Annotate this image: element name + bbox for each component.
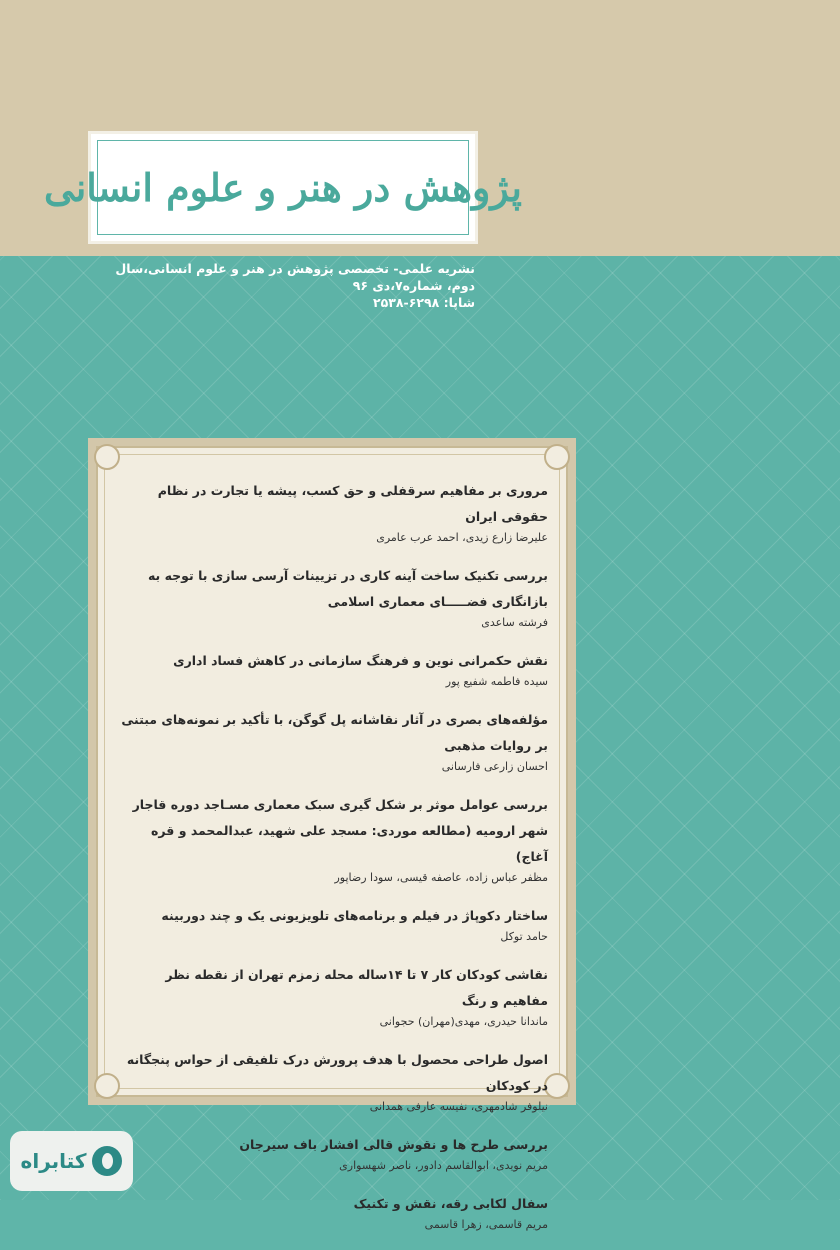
article-item <box>120 1132 548 1174</box>
corner-ornament-icon <box>94 1073 120 1099</box>
article-title: نقش حکمرانی نوین و فرهنگ سازمانی در کاهش فساد اداری <box>173 653 548 668</box>
article-item <box>120 478 548 546</box>
article-title: سفال لکابی رقه، نقش و تکنیک <box>353 1196 548 1211</box>
article-title: مروری بر مفاهیم سرقفلی و حق کسب، پیشه یا تجارت در نظام حقوقی ایران <box>157 483 548 524</box>
article-authors: سیده فاطمه شفیع پور <box>445 675 548 688</box>
article-authors: مریم نویدی، ابوالقاسم دادور، ناصر شهسواری <box>339 1159 548 1172</box>
article-title: مؤلفه‌های بصری در آثار نقاشانه پل گوگن، با تأکید بر نمونه‌های مبتنی بر روایات مذهبی <box>121 712 548 753</box>
article-list <box>120 478 548 1250</box>
article-authors: علیرضا زارع زیدی، احمد عرب عامری <box>376 531 548 544</box>
book-logo-icon <box>92 1146 122 1176</box>
article-item <box>120 792 548 886</box>
article-authors: ماندانا حیدری، مهدی(مهران) حجوانی <box>379 1015 548 1028</box>
journal-issn-line: شاپا: ۶۲۹۸-۲۵۳۸ <box>373 295 475 310</box>
article-title: نقاشی کودکان کار ۷ تا ۱۴ساله محله زمزم تهران از نقطه نظر مفاهیم و رنگ <box>165 967 548 1008</box>
article-item <box>120 1047 548 1115</box>
table-of-contents-frame <box>96 446 568 1231</box>
publisher-logo-badge[interactable] <box>10 1131 133 1191</box>
article-authors: مریم قاسمی، زهرا قاسمی <box>424 1218 548 1231</box>
article-item <box>120 707 548 775</box>
article-title: بررسی تکنیک ساخت آینه کاری در تزیینات آرسی سازی با توجه به بازانگاری فضـــــای معماری اسلامی <box>147 568 548 609</box>
article-title: ساختار دکوپاژ در فیلم و برنامه‌های تلویزیونی یک و چند دوربینه <box>161 908 548 923</box>
corner-ornament-icon <box>94 444 120 470</box>
article-item <box>120 648 548 690</box>
article-item <box>120 1191 548 1233</box>
article-authors: احسان زارعی فارسانی <box>441 760 548 773</box>
journal-title-frame <box>44 140 522 235</box>
journal-info <box>90 260 475 311</box>
article-item <box>120 563 548 631</box>
article-item <box>120 962 548 1030</box>
corner-ornament-icon <box>544 444 570 470</box>
article-title: بررسی طرح ها و نقوش قالی افشار باف سیرجان <box>239 1137 548 1152</box>
journal-title-box <box>44 131 522 244</box>
article-authors: نیلوفر شادمهری، نفیسه عارفی همدانی <box>369 1100 548 1113</box>
publisher-logo-text: کتابراه <box>20 1149 87 1173</box>
article-title: اصول طراحی محصول با هدف پرورش درک تلفیقی از حواس پنجگانه در کودکان <box>126 1052 548 1093</box>
article-authors: فرشته ساعدی <box>481 616 548 629</box>
article-item <box>120 903 548 945</box>
article-title: بررسی عوامل موثر بر شکل گیری سبک معماری مسـاجد دوره قاجار شهر ارومیه (مطالعه موردی: مسجد علی شهید، عبدالمحمد و قره آغاج) <box>132 797 548 864</box>
journal-title: پژوهش در هنر و علوم انسانی <box>44 165 522 210</box>
article-authors: حامد توکل <box>500 930 548 943</box>
article-authors: مظفر عباس زاده، عاصفه قیسی، سودا رضاپور <box>334 871 548 884</box>
table-of-contents-panel <box>88 438 576 1231</box>
journal-issue-line: نشریه علمی- تخصصی پژوهش در هنر و علوم انسانی،سال دوم، شماره۷،دی ۹۶ <box>115 261 475 293</box>
